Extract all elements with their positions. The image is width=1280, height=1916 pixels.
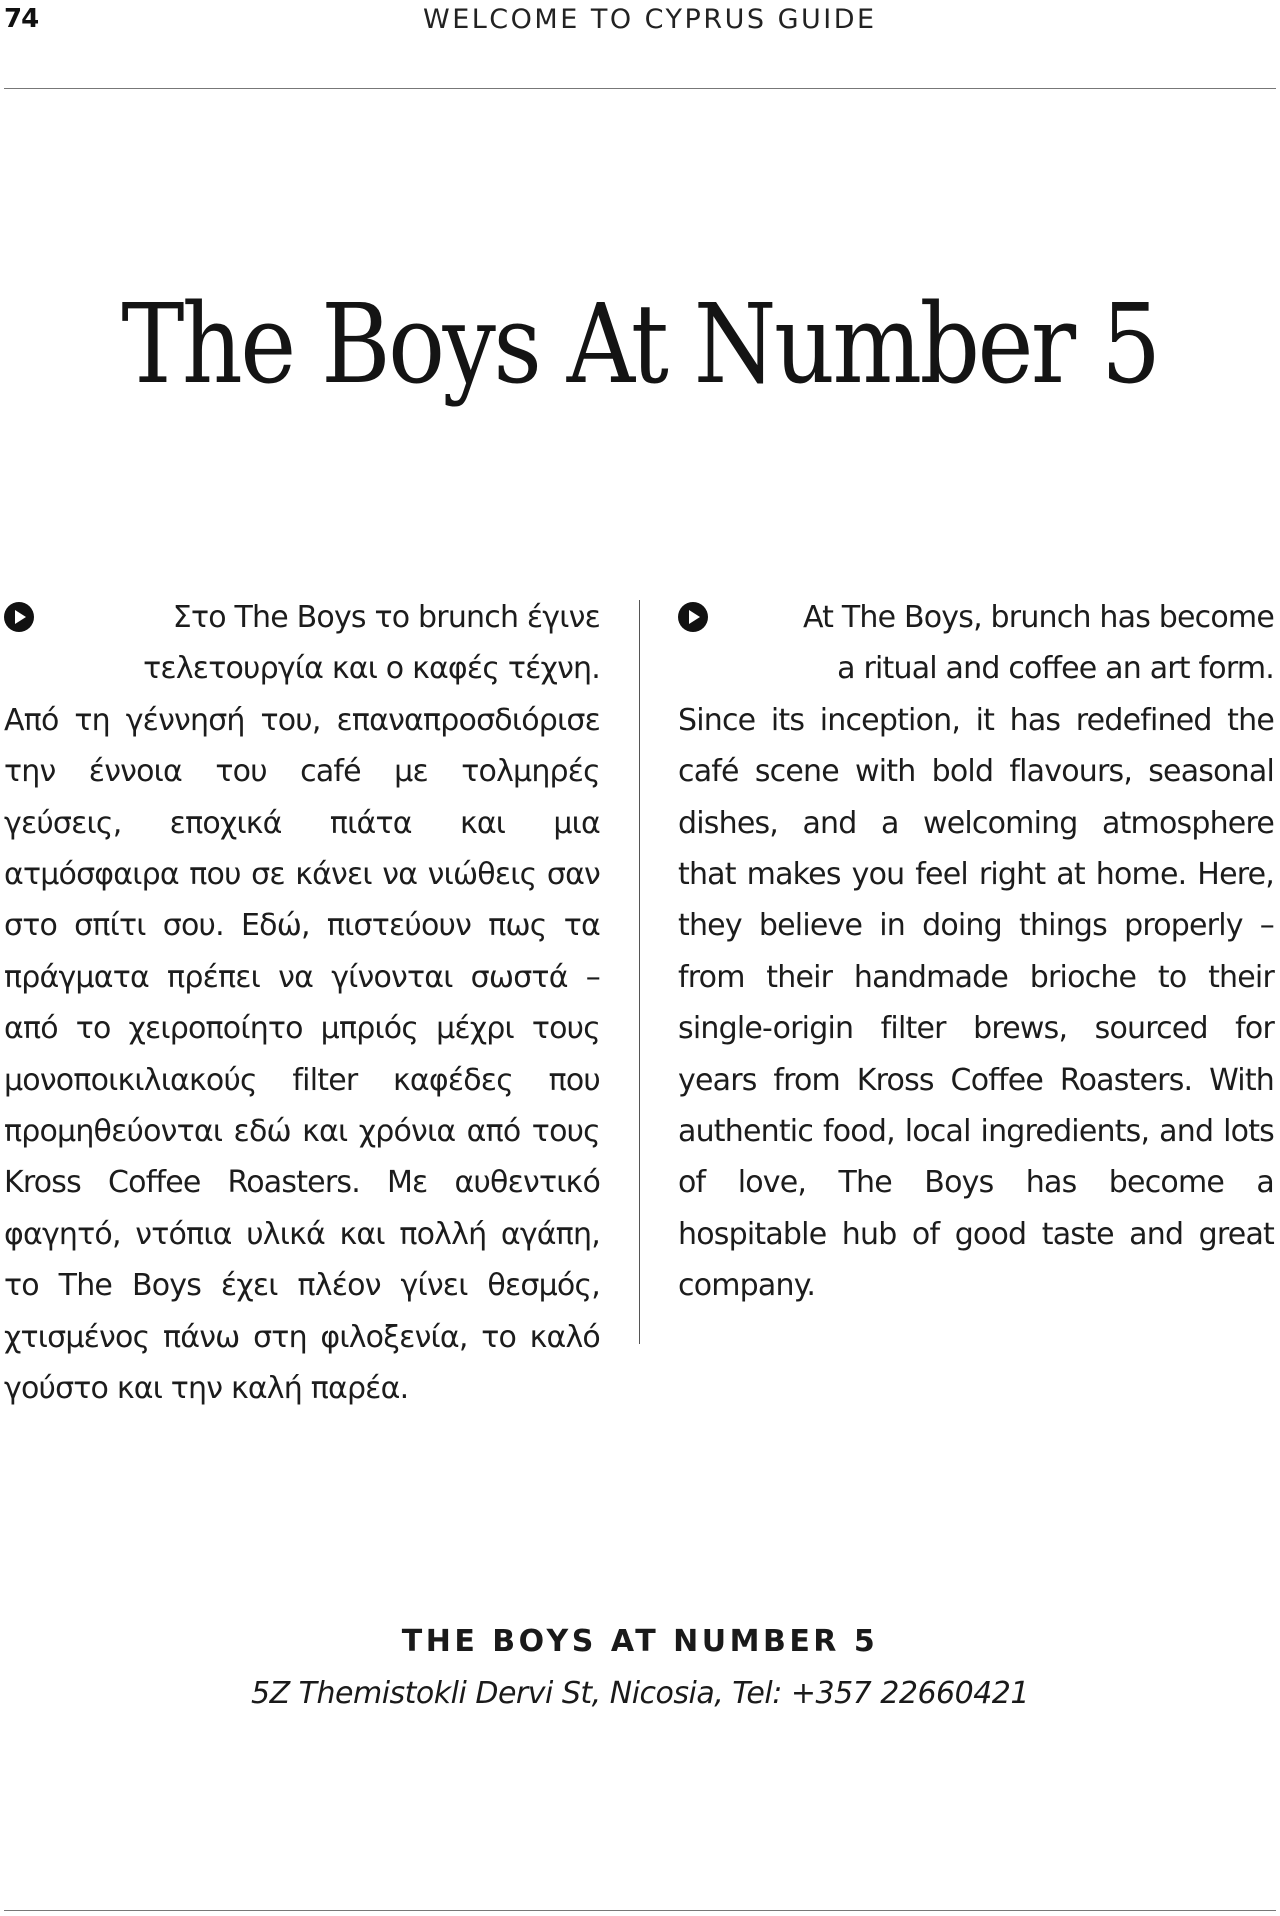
english-lead bbox=[678, 592, 1274, 695]
column-divider bbox=[639, 600, 640, 1344]
english-body-text: Since its inception, it has redefined the café scene with bold flavours, seasonal dishes, and a welcoming atmosphere that makes you feel right at home. Here, they believe in doing things properly – from their handmade brioche to their single-origin filter brews, sourced for years from Kross Coffee Roasters. With authentic food, local ingredients, and lots of love, The Boys has become a hospitable hub of good taste and great company. bbox=[678, 702, 1274, 1304]
bottom-divider bbox=[4, 1910, 1276, 1911]
english-column bbox=[678, 592, 1274, 1312]
play-bullet-icon bbox=[4, 602, 34, 632]
play-bullet-icon bbox=[678, 602, 708, 632]
venue-address: 5Z Themistokli Dervi St, Nicosia, Tel: +357 22660421 bbox=[251, 1676, 1029, 1711]
top-divider bbox=[4, 88, 1276, 89]
article-title: The Boys At Number 5 bbox=[121, 280, 1159, 408]
greek-body-text: Από τη γέννησή του, επαναπροσδιόρισε την έννοια του café με τολμηρές γεύσεις, εποχικά πιάτα και μια ατμόσφαιρα που σε κάνει να νιώθεις σαν στο σπίτι σου. Εδώ, πιστεύουν πως τα πράγματα πρέπει να γίνονται σωστά – από το χειροποίητο μπριός μέχρι τους μονοποικιλιακούς filter καφέδες που προμηθεύονται εδώ και χρόνια από τους Kross Coffee Roasters. Με αυθεντικό φαγητό, ντόπια υλικά και πολλή αγάπη, το The Boys έχει πλέον γίνει θεσμός, χτισμένος πάνω στη φιλοξενία, το καλό γούστο και την καλή παρέα. bbox=[4, 702, 600, 1407]
english-lead-text: At The Boys, brunch has become a ritual and coffee an art form. bbox=[802, 600, 1274, 687]
venue-name: THE BOYS AT NUMBER 5 bbox=[401, 1624, 879, 1659]
page-number: 74 bbox=[4, 4, 39, 34]
greek-column bbox=[4, 592, 600, 1415]
running-header: WELCOME TO CYPRUS GUIDE bbox=[423, 4, 877, 35]
greek-lead-text: Στο The Boys το brunch έγινε τελετουργία και ο καφές τέχνη. bbox=[143, 600, 600, 687]
greek-lead bbox=[4, 592, 600, 695]
